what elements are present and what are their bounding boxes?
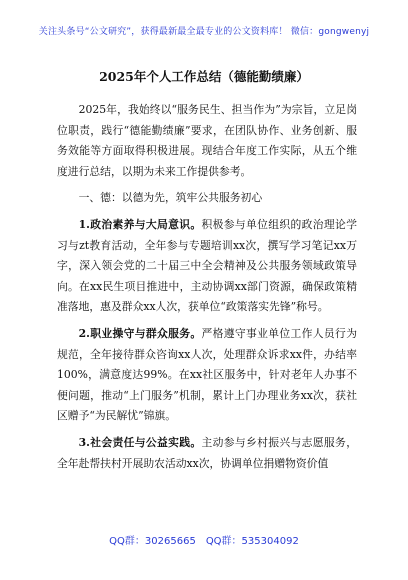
item-2-lead: 2.职业操守与群众服务。: [78, 326, 202, 340]
header-promo-note: 关注头条号“公文研究”，获得最新最全最专业的公文资料库！ 微信：gongwenyj: [38, 27, 370, 37]
section-heading-de: 一、德：以德为先，筑牢公共服务初心: [78, 191, 263, 205]
document-title: 2025年个人工作总结（德能勤绩廉）: [99, 69, 309, 84]
paragraph-item-1: [57, 215, 357, 318]
footer-qq-group-1: QQ群：30265665: [109, 536, 196, 547]
item-2-text: 严格遵守事业单位工作人员行为规范，全年接待群众咨询xx人次，处理群众诉求xx件，办结率100%，满意度达99%。在xx社区服务中，针对老年人办事不便问题，推动“上门服务”机制，累计上门办理业务xx次，获社区赠予“为民解忧”锦旗。: [57, 326, 357, 423]
paragraph-item-2: [57, 324, 357, 427]
item-3-lead: 3.社会责任与公益实践。: [78, 435, 202, 449]
document-body: [57, 100, 357, 474]
footer-qq-group-2: QQ群：535304092: [205, 536, 299, 547]
item-3-text: 主动参与乡村振兴与志愿服务，全年赴帮扶村开展助农活动xx次，协调单位捐赠物资价值: [57, 435, 357, 470]
intro-paragraph: 2025年，我始终以“服务民生、担当作为”为宗旨，立足岗位职责，践行“德能勤绩廉”要求，在团队协作、业务创新、服务效能等方面取得积极进展。现结合年度工作实际，从五个维度进行总结，以期为未来工作提供参考。: [57, 103, 357, 178]
item-1-text: 积极参与单位组织的政治理论学习与zt教育活动，全年参与专题培训xx次，撰写学习笔记xx万字，深入领会党的二十届三中全会精神及公共服务领域政策导向。在xx民生项目推进中，主动协调xx部门资源，确保政策精准落地，惠及群众xx人次，获单位“政策落实先锋”称号。: [57, 217, 357, 314]
footer-qq-groups: [0, 532, 408, 547]
paragraph-item-3: [57, 433, 357, 474]
item-1-lead: 1.政治素养与大局意识。: [78, 217, 202, 231]
